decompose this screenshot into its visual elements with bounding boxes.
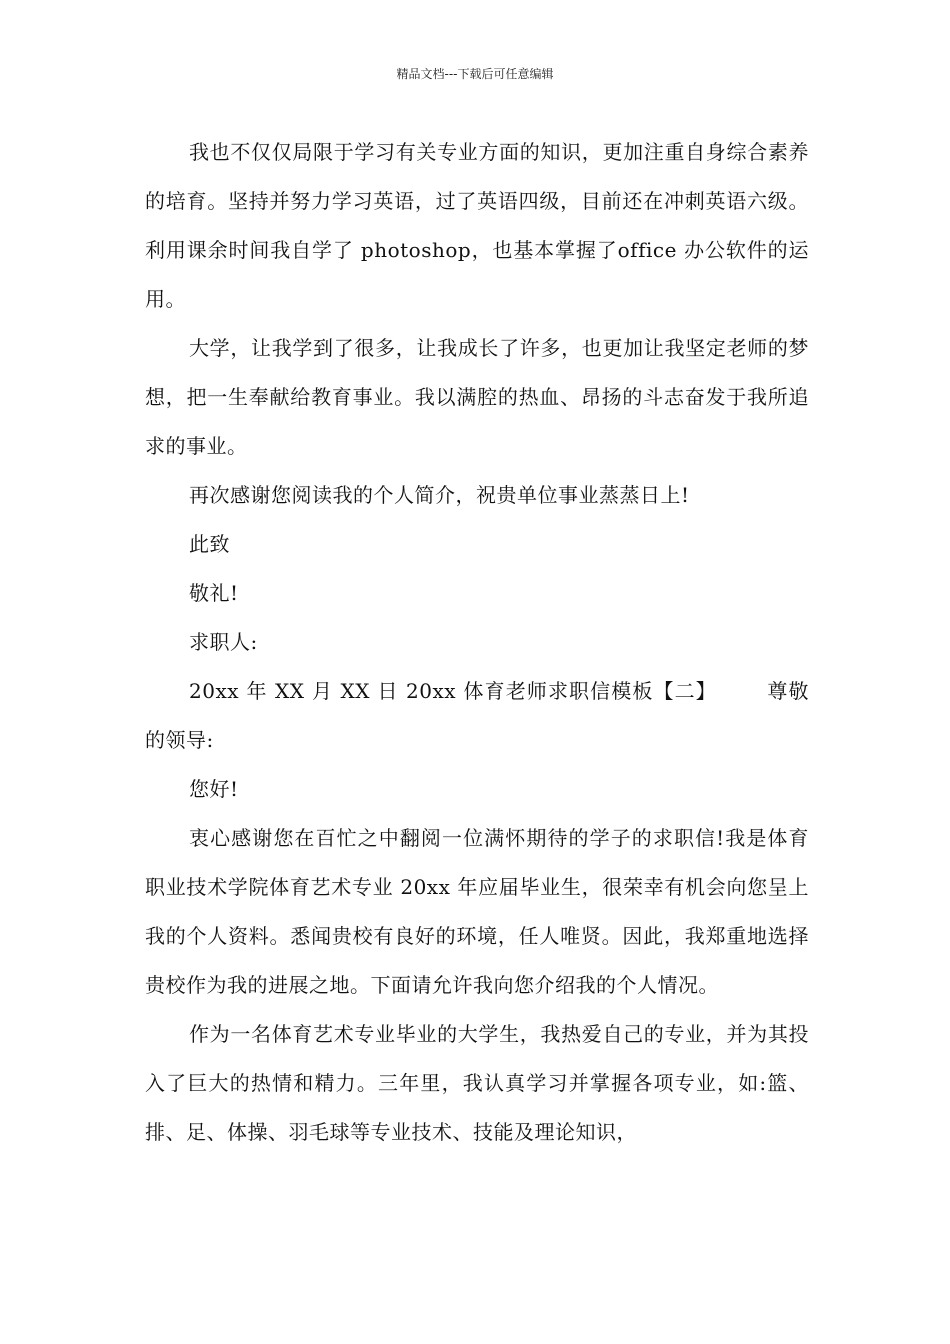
greeting-hello: 您好! (189, 777, 239, 801)
paragraph-self-study: 我也不仅仅局限于学习有关专业方面的知识，更加注重自身综合素养的培育。坚持并努力学习英语，过了英语四级，目前还在冲刺英语六级。利用课余时间我自学了 photoshop，也基本掌握了office 办公软件的运用。 (145, 140, 809, 311)
letter-body (145, 128, 809, 1157)
closing-salutation: 此致 (189, 532, 230, 556)
paragraph-introduction: 衷心感谢您在百忙之中翻阅一位满怀期待的学子的求职信!我是体育职业技术学院体育艺术专业 20xx 年应届毕业生，很荣幸有机会向您呈上我的个人资料。悉闻贵校有良好的环境，任人唯贤。因此，我郑重地选择贵校作为我的进展之地。下面请允许我向您介绍我的个人情况。 (145, 826, 809, 997)
greeting-recipient: 尊敬的领导: (145, 679, 809, 752)
paragraph-university: 大学，让我学到了很多，让我成长了许多，也更加让我坚定老师的梦想，把一生奉献给教育事业。我以满腔的热血、昂扬的斗志奋发于我所追求的事业。 (145, 336, 809, 458)
date-and-template-title (145, 667, 809, 765)
applicant-label: 求职人: (189, 630, 258, 654)
paragraph-major: 作为一名体育艺术专业毕业的大学生，我热爱自己的专业，并为其投入了巨大的热情和精力。三年里，我认真学习并掌握各项专业，如:篮、排、足、体操、羽毛球等专业技术、技能及理论知识， (145, 1022, 809, 1144)
paragraph-thanks: 再次感谢您阅读我的个人简介，祝贵单位事业蒸蒸日上! (189, 483, 690, 507)
date-title-text: 20xx 年 XX 月 XX 日 20xx 体育老师求职信模板【二】 (189, 679, 717, 703)
closing-regards: 敬礼! (189, 581, 239, 605)
page-header: 精品文档---下载后可任意编辑 (396, 67, 554, 81)
